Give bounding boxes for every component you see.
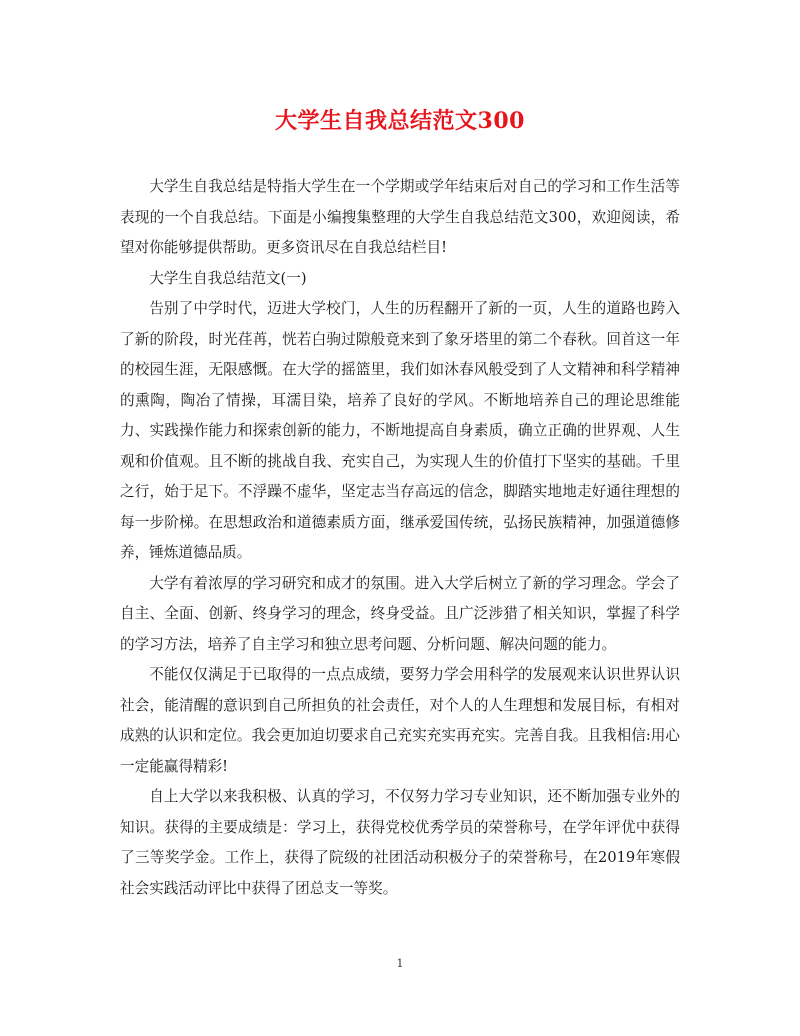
body-paragraph: 不能仅仅满足于已取得的一点点成绩，要努力学会用科学的发展观来认识世界认识社会，能清醒的意识到自己所担负的社会责任，对个人的人生理想和发展目标，有相对成熟的认识和定位。我会更加迫切要求自己充实充实再充实。完善自我。且我相信:用心一定能赢得精彩! xyxy=(120,666,680,775)
intro-paragraph: 大学生自我总结是特指大学生在一个学期或学年结束后对自己的学习和工作生活等表现的一个自我总结。下面是小编搜集整理的大学生自我总结范文300，欢迎阅读，希望对你能够提供帮助。更多资讯尽在自我总结栏目! xyxy=(120,178,680,256)
body-paragraph: 大学有着浓厚的学习研究和成才的氛围。进入大学后树立了新的学习理念。学会了自主、全面、创新、终身学习的理念，终身受益。且广泛涉猎了相关知识，掌握了科学的学习方法，培养了自主学习和独立思考问题、分析问题、解决问题的能力。 xyxy=(120,574,680,653)
section-heading: 大学生自我总结范文(一) xyxy=(149,269,307,287)
body-paragraph: 自上大学以来我积极、认真的学习，不仅努力学习专业知识，还不断加强专业外的知识。获得的主要成绩是：学习上，获得党校优秀学员的荣誉称号，在学年评优中获得了三等奖学金。工作上，获得了院级的社团活动积极分子的荣誉称号，在2019年寒假社会实践活动评比中获得了团总支一等奖。 xyxy=(120,788,680,897)
document-title: 大学生自我总结范文300 xyxy=(275,108,525,134)
document-body xyxy=(120,172,680,904)
page-number: 1 xyxy=(396,957,404,970)
body-paragraph: 告别了中学时代，迈进大学校门，人生的历程翻开了新的一页，人生的道路也跨入了新的阶段，时光荏苒，恍若白驹过隙般竟来到了象牙塔里的第二个春秋。回首这一年的校园生涯，无限感慨。在大学的摇篮里，我们如沐春风般受到了人文精神和科学精神的熏陶，陶冶了情操，耳濡目染，培养了良好的学风。不断地培养自己的理论思维能力、实践操作能力和探索创新的能力，不断地提高自身素质，确立正确的世界观、人生观和价值观。且不断的挑战自我、充实自己，为实现人生的价值打下坚实的基础。千里之行，始于足下。不浮躁不虚华，坚定志当存高远的信念，脚踏实地地走好通往理想的每一步阶梯。在思想政治和道德素质方面，继承爱国传统，弘扬民族精神，加强道德修养，锤炼道德品质。 xyxy=(120,300,680,561)
